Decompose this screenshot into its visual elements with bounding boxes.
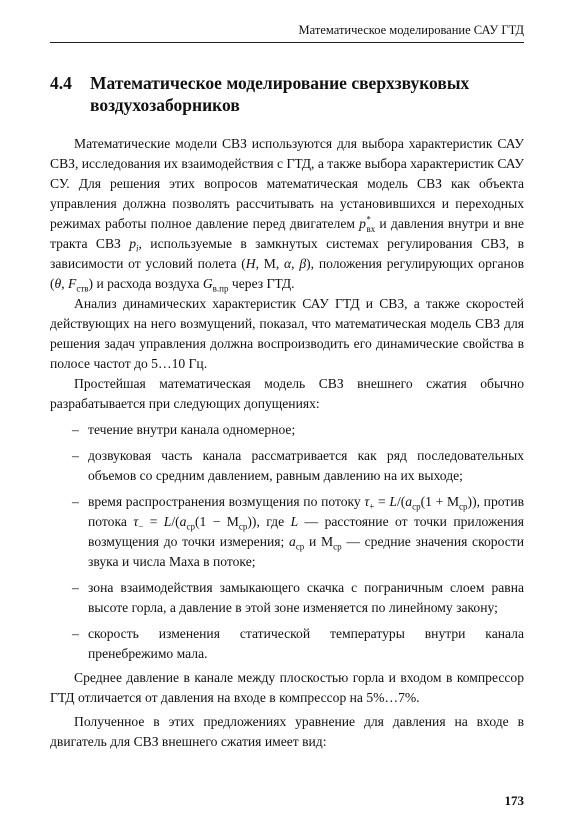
p1-text-g: , (61, 276, 69, 291)
p-vx-letter: p (359, 216, 366, 231)
item3-text-k: и M (304, 534, 334, 549)
p-i-letter: p (129, 236, 137, 251)
item3-text-d: (1 + M (420, 494, 460, 509)
tau-minus-sub: − (138, 521, 144, 532)
assumption-item (50, 624, 524, 664)
a-letter: a (179, 514, 187, 529)
beta-symbol: β (299, 256, 307, 271)
a-sub: ср (412, 501, 421, 512)
section-title-line2: воздухозаборников (90, 95, 240, 115)
p1-text-i: через ГТД. (228, 276, 295, 291)
list-dash: – (72, 448, 79, 463)
assumption-text: зона взаимодействия замыкающего скачка с пограничным слоем равна высоте горла, а давление в этой зоне изменяется по линейному закону; (88, 580, 524, 615)
f-letter: F (68, 276, 77, 291)
tau-minus-symbol (133, 514, 144, 532)
item3-text-j: — расстояние от точки приложения возмущения до точки измерения; (88, 514, 524, 549)
assumption-list (50, 420, 524, 664)
a-sr-symbol (179, 514, 195, 532)
p1-text-a: Математические модели СВЗ используются для выбора характеристик САУ СВЗ, исследования их взаимодействия с ГТД, а также выбора характеристик САУ СУ. Для решения этих вопросов математическая модель СВЗ как объекта управления должна позволять рассчитывать на установившихся и переходных режимах работы полное давление перед двигателем (50, 136, 524, 231)
f-sub: ств (76, 283, 89, 294)
paragraph-5: Полученное в этих предложениях уравнение для давления на входе в двигатель для СВЗ внешнего сжатия имеет вид: (50, 714, 524, 749)
item3-text-h: (1 − M (194, 514, 239, 529)
assumption-item (50, 578, 524, 618)
assumption-item (50, 446, 524, 486)
p-i-sub: i (136, 243, 139, 254)
l-symbol: L (389, 494, 397, 509)
section-heading (50, 72, 524, 116)
item3-text-g: /( (171, 514, 180, 529)
item3-text-f: = (143, 514, 164, 529)
tau-letter: τ (364, 494, 370, 509)
p1-text-c: , используемые в замкнутых системах регулирования СВЗ, в зависимости от условий полета ( (50, 236, 524, 271)
list-dash: – (72, 494, 79, 509)
tau-letter: τ (133, 514, 139, 529)
p1-text-e: , (291, 256, 300, 271)
g-vpr-symbol (202, 276, 229, 294)
paragraph-2: Анализ динамических характеристик САУ ГТД и СВЗ, а также скоростей действующих на него возмущений, показал, что математическая модель СВЗ для решения задач управления должна воспроизводить его динамические свойства в полосе частот до 5…10 Гц. (50, 296, 524, 371)
body-text (50, 134, 524, 752)
h-symbol: H (245, 256, 256, 271)
theta-symbol: θ (54, 276, 62, 291)
assumption-text: скорость изменения статической температуры внутри канала пренебрежимо мала. (88, 626, 524, 661)
l-symbol: L (290, 514, 299, 529)
p1-text-f: ), положения регулирующих органов ( (50, 256, 524, 291)
g-sub: в.пр (212, 283, 229, 294)
tau-plus-sub: + (369, 501, 375, 512)
p1-text-h: ) и расхода воздуха (88, 276, 203, 291)
a-letter: a (405, 494, 413, 509)
list-dash: – (72, 580, 79, 595)
item3-text-c: /( (396, 494, 406, 509)
a-sr-symbol (405, 494, 421, 512)
list-dash: – (72, 422, 79, 437)
g-letter: G (202, 276, 213, 291)
assumption-text: дозвуковая часть канала рассматривается как ряд последовательных объемов со средним давлением, равным давлению на их выходе; (88, 448, 524, 483)
tau-plus-symbol (364, 494, 375, 512)
section-number: 4.4 (50, 73, 72, 93)
item3-text-b: = (374, 494, 390, 509)
paragraph-3: Простейшая математическая модель СВЗ внешнего сжатия обычно разрабатывается при следующих допущениях: (50, 376, 524, 411)
page-number: 173 (504, 793, 524, 808)
l-symbol: L (163, 514, 172, 529)
alpha-symbol: α (284, 256, 292, 271)
a-letter: a (289, 534, 296, 549)
item3-text-l: — средние значения скорости звука и числа Маха в потоке; (88, 534, 524, 569)
p-vx-sub: вх (366, 223, 376, 234)
running-header: Математическое моделирование САУ ГТД (298, 23, 524, 37)
item3-text-e: )), против потока (88, 494, 525, 529)
a-sub: ср (186, 521, 195, 532)
a-sr-symbol (289, 534, 305, 552)
assumption-item (50, 420, 524, 440)
p-vx-symbol (359, 214, 376, 234)
p-vx-sup: * (365, 214, 371, 225)
item3-text-a: время распространения возмущения по потоку (88, 494, 365, 509)
item3-text-i: )), где (247, 514, 291, 529)
paragraph-1 (50, 134, 524, 294)
assumption-text: течение внутри канала одномерное; (88, 422, 296, 437)
m-sub: ср (238, 521, 248, 532)
section-title-line1: Математическое моделирование сверхзвуковых (90, 73, 470, 93)
header-rule (50, 42, 524, 43)
list-dash: – (72, 626, 79, 641)
assumption-item (50, 492, 524, 572)
m-sub: ср (333, 541, 342, 552)
a-sub: ср (295, 541, 305, 552)
p-i-symbol (129, 236, 139, 254)
p1-text-b: и давления внутри и вне тракта СВЗ (50, 216, 524, 251)
m-sub: ср (459, 501, 468, 512)
p1-text-d: , M, (255, 256, 285, 271)
paragraph-4: Среднее давление в канале между плоскостью горла и входом в компрессор ГТД отличается от давления на входе в компрессор на 5%…7%. (50, 670, 524, 705)
f-stv-symbol (68, 276, 89, 294)
